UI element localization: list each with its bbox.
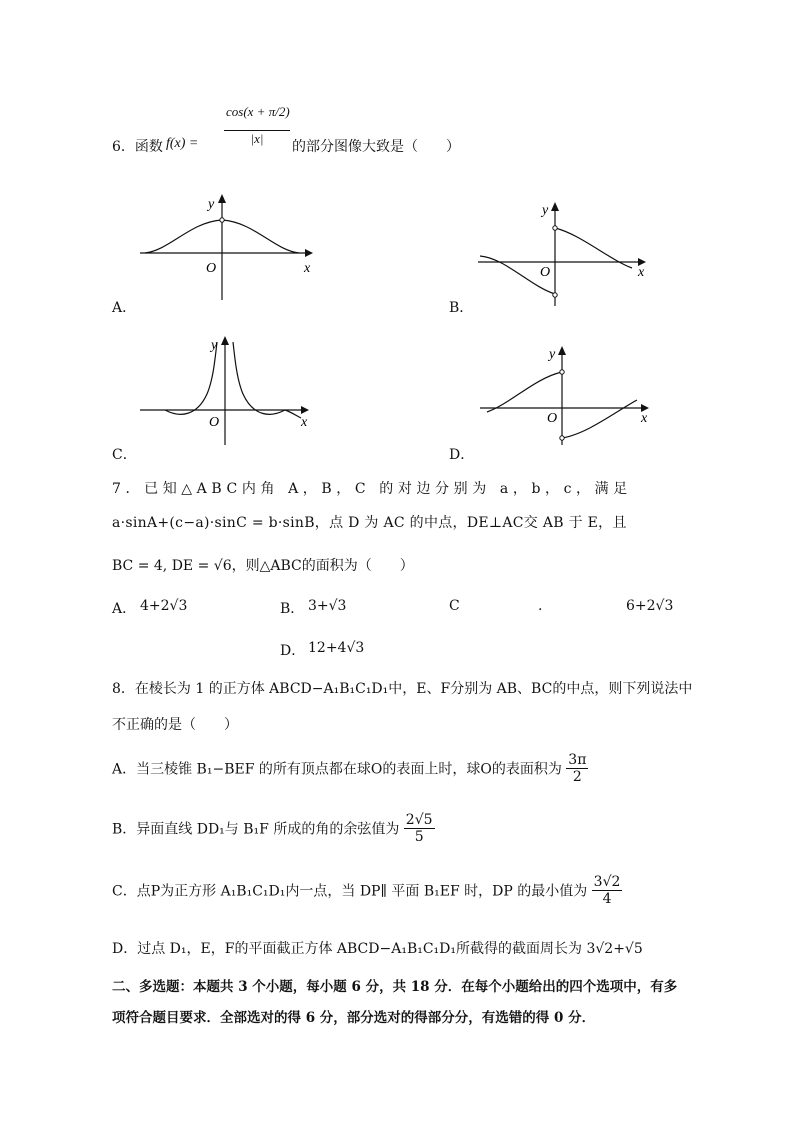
q7-line3: BC = 4, DE = √6，则△ABC的面积为（ ）: [112, 558, 414, 574]
q6-func: f(x) =: [166, 136, 199, 151]
graph-a-x-label: x: [304, 261, 311, 276]
graph-c: [135, 332, 325, 447]
graph-b-y-label: y: [542, 203, 549, 218]
q7-option-c-label: C: [449, 598, 460, 614]
graph-d-y-label: y: [549, 347, 556, 362]
q8-option-a-den: 2: [566, 768, 588, 785]
q8-option-b-text: B．异面直线 DD₁与 B₁F 所成的角的余弦值为: [112, 821, 400, 838]
q7-option-d: 12+4√3: [308, 640, 365, 656]
graph-c-y-label: y: [211, 338, 218, 353]
q8-option-b-den: 5: [404, 828, 435, 845]
graph-c-x-label: x: [301, 415, 308, 430]
section2-line1: 二、多选题：本题共 3 个小题，每小题 6 分，共 18 分．在每个小题给出的四个选项中，有多: [112, 979, 678, 995]
q7-option-d-label: D．: [280, 643, 306, 659]
option-c-label: C．: [112, 447, 137, 463]
q7-option-a: 4+2√3: [140, 598, 188, 614]
q6-numerator: cos(x + π/2): [226, 104, 290, 119]
graph-a: [130, 190, 320, 305]
q8-option-c-text: C．点P为正方形 A₁B₁C₁D₁内一点，当 DP∥ 平面 B₁EF 时，DP 的最小值为: [112, 883, 588, 900]
graph-d-x-label: x: [641, 411, 648, 426]
q6-tail: 的部分图像大致是（ ）: [292, 139, 460, 155]
section2-line2: 项符合题目要求．全部选对的得 6 分，部分选对的得部分分，有选错的得 0 分．: [112, 1010, 596, 1026]
option-a-label: A．: [112, 300, 137, 316]
q8-option-c-den: 4: [592, 890, 623, 907]
q8-option-b-num: 2√5: [405, 812, 433, 828]
graph-b-x-label: x: [638, 265, 645, 280]
q8-option-c: [112, 874, 622, 907]
option-d-label: D．: [449, 447, 475, 463]
q7-option-c: 6+2√3: [626, 598, 674, 614]
q6-fraction: [224, 104, 290, 147]
q8-option-c-fraction: [592, 874, 623, 907]
q8-option-b: [112, 812, 435, 845]
q8-option-a-text: A．当三棱锥 B₁−BEF 的所有顶点都在球O的表面上时，球O的表面积为: [112, 761, 562, 778]
q7-option-c-dot: .: [538, 598, 543, 614]
q8-option-a-num: 3π: [568, 752, 587, 768]
q6-lead: 6．函数: [112, 139, 163, 155]
q8-option-d: D．过点 D₁，E，F的平面截正方体 ABCD−A₁B₁C₁D₁所截得的截面周长为 3√2+√5: [112, 941, 643, 957]
q8-option-a: [112, 752, 588, 785]
graph-b: [470, 198, 660, 308]
graph-a-y-label: y: [208, 197, 215, 212]
q8-option-b-fraction: [404, 812, 435, 845]
graph-b-origin: O: [540, 265, 551, 280]
graph-d-origin: O: [547, 411, 558, 426]
q7-line1: 7．已知△ABC内角 A，B，C 的对边分别为 a，b，c，满足: [112, 481, 632, 497]
q7-option-b-label: B．: [280, 601, 305, 617]
q8-option-c-num: 3√2: [593, 874, 621, 890]
q7-option-b: 3+√3: [308, 598, 347, 614]
graph-c-origin: O: [209, 415, 220, 430]
q8-line1: 8．在棱长为 1 的正方体 ABCD−A₁B₁C₁D₁中，E、F分别为 AB、BC的中点，则下列说法中: [112, 681, 693, 697]
q7-option-a-label: A．: [112, 601, 137, 617]
q8-option-a-fraction: [566, 752, 588, 785]
graph-a-origin: O: [206, 261, 217, 276]
option-b-label: B．: [449, 300, 474, 316]
q8-line2: 不正确的是（ ）: [112, 717, 238, 733]
q7-line2: a·sinA+(c−a)·sinC = b·sinB，点 D 为 AC 的中点，DE⊥AC交 AB 于 E，且: [112, 515, 627, 531]
q6-denominator: |x|: [224, 130, 290, 147]
graph-d: [475, 342, 665, 447]
